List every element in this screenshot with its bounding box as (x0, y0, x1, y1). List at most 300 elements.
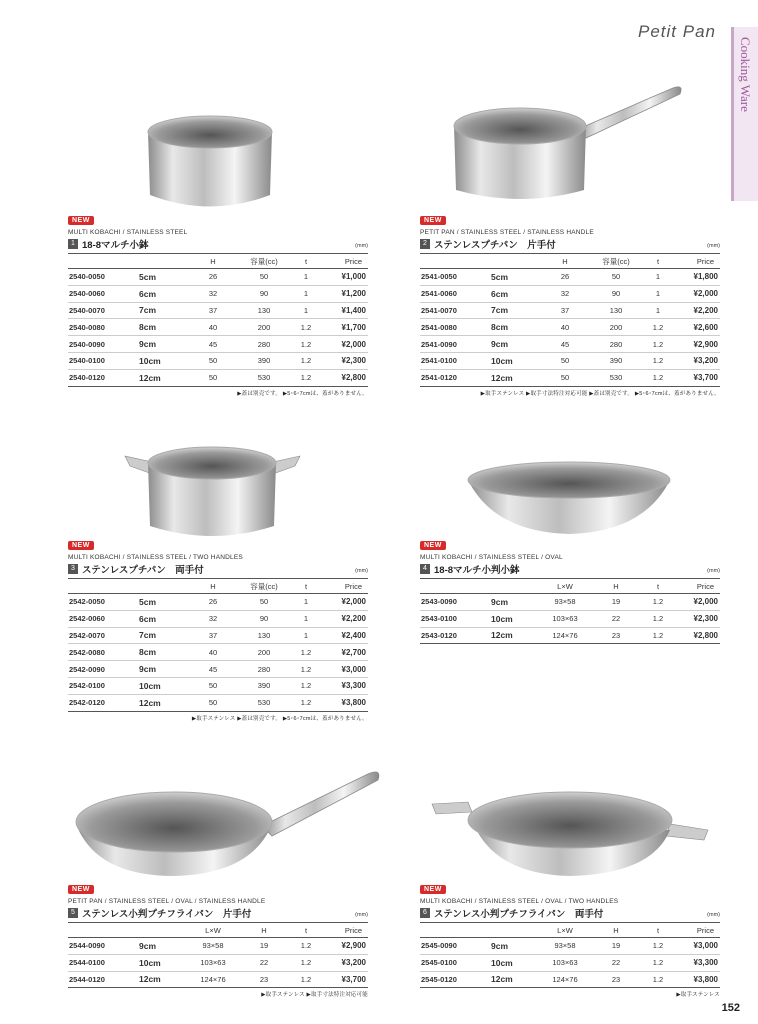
thickness-cell: 1 (292, 627, 320, 644)
dim-cell: 45 (542, 336, 588, 353)
product-note: ▶取手ステンレス (676, 992, 720, 999)
price-cell: ¥3,800 (672, 971, 720, 988)
spec-cell: 130 (588, 302, 644, 319)
item-code: 2543-0100 (420, 610, 490, 627)
spec-cell: 23 (588, 627, 644, 644)
item-code: 2540-0050 (68, 269, 138, 286)
spec-cell: 530 (236, 369, 292, 386)
spec-cell: 280 (236, 336, 292, 353)
table-row (68, 971, 368, 988)
column-header: 容量(cc) (236, 254, 292, 269)
spec-table (68, 253, 368, 387)
size-cell: 6cm (138, 285, 190, 302)
spec-cell: 200 (588, 319, 644, 336)
spec-table (420, 922, 720, 988)
size-cell: 10cm (490, 610, 542, 627)
table-row (420, 594, 720, 611)
spec-cell: 390 (236, 677, 292, 694)
price-cell: ¥2,900 (320, 938, 368, 955)
item-code: 2540-0100 (68, 352, 138, 369)
dim-cell: 45 (190, 336, 236, 353)
spec-table (420, 253, 720, 387)
dim-cell: 32 (190, 285, 236, 302)
size-cell: 6cm (138, 610, 190, 627)
column-header: Price (672, 254, 720, 269)
spec-cell: 530 (588, 369, 644, 386)
product-block (420, 534, 720, 644)
price-cell: ¥2,300 (320, 352, 368, 369)
price-cell: ¥2,700 (320, 644, 368, 661)
spec-cell: 280 (588, 336, 644, 353)
spec-cell: 130 (236, 302, 292, 319)
table-row (68, 627, 368, 644)
column-header: 容量(cc) (588, 254, 644, 269)
product-block (420, 878, 720, 998)
product-subtitle: MULTI KOBACHI / STAINLESS STEEL (68, 229, 188, 236)
table-header-row (420, 579, 720, 594)
thickness-cell: 1.2 (644, 319, 672, 336)
column-header (420, 579, 490, 594)
thickness-cell: 1.2 (292, 954, 320, 971)
product-number: 5 (68, 908, 78, 918)
dim-cell: 37 (542, 302, 588, 319)
new-badge: NEW (68, 216, 94, 225)
dim-cell: 50 (542, 369, 588, 386)
spec-cell: 390 (588, 352, 644, 369)
price-cell: ¥2,000 (672, 594, 720, 611)
table-row (420, 285, 720, 302)
item-code: 2545-0100 (420, 954, 490, 971)
thickness-cell: 1.2 (644, 954, 672, 971)
spec-cell: 130 (236, 627, 292, 644)
spec-cell: 22 (236, 954, 292, 971)
product-number: 2 (420, 239, 430, 249)
item-code: 2542-0050 (68, 594, 138, 611)
table-row (68, 694, 368, 711)
column-header: Price (320, 579, 368, 594)
product-block (68, 534, 368, 722)
thickness-cell: 1.2 (644, 336, 672, 353)
page-title: Petit Pan (638, 22, 716, 41)
thickness-cell: 1.2 (292, 938, 320, 955)
product-block (68, 209, 368, 397)
size-cell: 12cm (490, 627, 542, 644)
product-number: 1 (68, 239, 78, 249)
dim-cell: 93×58 (542, 594, 588, 611)
table-row (68, 336, 368, 353)
item-code: 2542-0080 (68, 644, 138, 661)
thickness-cell: 1.2 (292, 352, 320, 369)
thickness-cell: 1.2 (644, 610, 672, 627)
dim-cell: 26 (190, 594, 236, 611)
item-code: 2545-0090 (420, 938, 490, 955)
table-row (68, 661, 368, 678)
item-code: 2541-0100 (420, 352, 490, 369)
table-row (68, 269, 368, 286)
column-header: 容量(cc) (236, 579, 292, 594)
price-cell: ¥3,300 (672, 954, 720, 971)
table-header-row (68, 923, 368, 938)
item-code: 2541-0070 (420, 302, 490, 319)
size-cell: 12cm (138, 369, 190, 386)
dim-cell: 50 (190, 352, 236, 369)
product-subtitle: MULTI KOBACHI / STAINLESS STEEL / TWO HANDLES (68, 554, 243, 561)
dim-cell: 50 (190, 694, 236, 711)
table-row (420, 369, 720, 386)
dim-cell: 26 (542, 269, 588, 286)
item-code: 2544-0090 (68, 938, 138, 955)
table-row (68, 644, 368, 661)
thickness-cell: 1.2 (292, 644, 320, 661)
thickness-cell: 1.2 (292, 677, 320, 694)
table-header-row (68, 254, 368, 269)
category-side-tab[interactable] (731, 27, 758, 201)
price-cell: ¥2,000 (320, 594, 368, 611)
price-cell: ¥3,800 (320, 694, 368, 711)
oval-pan-image-5 (72, 768, 387, 880)
thickness-cell: 1.2 (644, 938, 672, 955)
spec-table (68, 922, 368, 988)
spec-cell: 200 (236, 319, 292, 336)
size-cell: 6cm (490, 285, 542, 302)
price-cell: ¥2,600 (672, 319, 720, 336)
price-cell: ¥2,200 (672, 302, 720, 319)
size-cell: 7cm (138, 302, 190, 319)
price-cell: ¥3,700 (320, 971, 368, 988)
column-header (68, 579, 138, 594)
column-header (68, 254, 138, 269)
spec-cell: 19 (236, 938, 292, 955)
product-subtitle: PETIT PAN / STAINLESS STEEL / STAINLESS HANDLE (420, 229, 594, 236)
item-code: 2541-0080 (420, 319, 490, 336)
spec-cell: 90 (588, 285, 644, 302)
size-cell: 8cm (490, 319, 542, 336)
thickness-cell: 1.2 (292, 661, 320, 678)
dim-cell: 50 (190, 369, 236, 386)
thickness-cell: 1.2 (644, 369, 672, 386)
column-header (490, 923, 542, 938)
column-header (68, 923, 138, 938)
thickness-cell: 1 (644, 285, 672, 302)
product-note: ▶蓋は別売です。 ▶5･6･7cmは、蓋がありません。 (237, 390, 368, 397)
product-number: 3 (68, 564, 78, 574)
table-row (420, 627, 720, 644)
table-row (68, 285, 368, 302)
column-header (138, 579, 190, 594)
product-subtitle: MULTI KOBACHI / STAINLESS STEEL / OVAL / TWO HANDLES (420, 898, 619, 905)
item-code: 2540-0080 (68, 319, 138, 336)
item-code: 2542-0070 (68, 627, 138, 644)
spec-cell: 22 (588, 954, 644, 971)
product-title: ステンレス小判プチフライパン 片手付 (82, 909, 252, 920)
column-header: L×W (190, 923, 236, 938)
size-cell: 10cm (490, 954, 542, 971)
dim-cell: 93×58 (542, 938, 588, 955)
size-cell: 12cm (138, 971, 190, 988)
column-header (138, 923, 190, 938)
thickness-cell: 1.2 (644, 971, 672, 988)
size-cell: 9cm (138, 938, 190, 955)
spec-cell: 19 (588, 938, 644, 955)
product-number: 4 (420, 564, 430, 574)
spec-cell: 50 (588, 269, 644, 286)
column-header: Price (320, 254, 368, 269)
new-badge: NEW (68, 885, 94, 894)
thickness-cell: 1.2 (644, 627, 672, 644)
price-cell: ¥2,800 (320, 369, 368, 386)
item-code: 2541-0090 (420, 336, 490, 353)
dim-cell: 40 (542, 319, 588, 336)
table-row (420, 610, 720, 627)
column-header: t (644, 923, 672, 938)
column-header: H (190, 579, 236, 594)
size-cell: 9cm (490, 594, 542, 611)
price-cell: ¥1,000 (320, 269, 368, 286)
spec-cell: 90 (236, 285, 292, 302)
column-header: L×W (542, 579, 588, 594)
unit-label: (mm) (707, 243, 720, 249)
size-cell: 9cm (490, 336, 542, 353)
dim-cell: 103×63 (542, 954, 588, 971)
price-cell: ¥1,700 (320, 319, 368, 336)
price-cell: ¥2,400 (320, 627, 368, 644)
price-cell: ¥2,900 (672, 336, 720, 353)
column-header: H (542, 254, 588, 269)
size-cell: 9cm (138, 661, 190, 678)
unit-label: (mm) (355, 912, 368, 918)
product-note: ▶取手ステンレス ▶蓋は別売です。 ▶5･6･7cmは、蓋がありません。 (191, 715, 368, 722)
table-row (420, 352, 720, 369)
price-cell: ¥3,000 (672, 938, 720, 955)
dim-cell: 103×63 (542, 610, 588, 627)
thickness-cell: 1.2 (292, 336, 320, 353)
table-row (420, 954, 720, 971)
pot-image-1 (140, 110, 280, 220)
price-cell: ¥2,800 (672, 627, 720, 644)
size-cell: 5cm (490, 269, 542, 286)
price-cell: ¥3,300 (320, 677, 368, 694)
size-cell: 7cm (490, 302, 542, 319)
dim-cell: 45 (190, 661, 236, 678)
dim-cell: 124×76 (190, 971, 236, 988)
product-number: 6 (420, 908, 430, 918)
thickness-cell: 1.2 (292, 971, 320, 988)
product-subtitle: PETIT PAN / STAINLESS STEEL / OVAL / STAINLESS HANDLE (68, 898, 266, 905)
thickness-cell: 1.2 (292, 369, 320, 386)
column-header: t (644, 579, 672, 594)
unit-label: (mm) (355, 568, 368, 574)
column-header: t (292, 254, 320, 269)
size-cell: 9cm (490, 938, 542, 955)
item-code: 2540-0120 (68, 369, 138, 386)
product-note: ▶取手ステンレス ▶取手寸法特注対応可能 ▶蓋は別売です。 ▶5･6･7cmは、蓋がありません。 (480, 390, 720, 397)
item-code: 2542-0060 (68, 610, 138, 627)
product-title: ステンレス小判プチフライパン 両手付 (434, 909, 604, 920)
table-row (68, 610, 368, 627)
size-cell: 12cm (490, 369, 542, 386)
size-cell: 9cm (138, 336, 190, 353)
thickness-cell: 1 (292, 302, 320, 319)
price-cell: ¥1,400 (320, 302, 368, 319)
column-header: H (190, 254, 236, 269)
thickness-cell: 1.2 (292, 694, 320, 711)
spec-table (420, 578, 720, 644)
item-code: 2543-0120 (420, 627, 490, 644)
product-title: ステンレスプチパン 片手付 (434, 240, 556, 251)
item-code: 2543-0090 (420, 594, 490, 611)
size-cell: 10cm (138, 954, 190, 971)
product-block (420, 209, 720, 397)
spec-cell: 23 (236, 971, 292, 988)
price-cell: ¥3,700 (672, 369, 720, 386)
item-code: 2540-0070 (68, 302, 138, 319)
column-header: Price (672, 579, 720, 594)
spec-cell: 280 (236, 661, 292, 678)
table-row (68, 319, 368, 336)
item-code: 2540-0060 (68, 285, 138, 302)
dim-cell: 40 (190, 319, 236, 336)
size-cell: 5cm (138, 594, 190, 611)
column-header (490, 254, 542, 269)
price-cell: ¥3,200 (672, 352, 720, 369)
product-title: 18-8マルチ小判小鉢 (434, 565, 520, 576)
column-header: H (588, 923, 644, 938)
table-row (68, 938, 368, 955)
column-header: t (292, 923, 320, 938)
column-header (138, 254, 190, 269)
new-badge: NEW (420, 541, 446, 550)
item-code: 2542-0120 (68, 694, 138, 711)
price-cell: ¥1,200 (320, 285, 368, 302)
spec-cell: 19 (588, 594, 644, 611)
new-badge: NEW (68, 541, 94, 550)
table-header-row (420, 254, 720, 269)
table-row (68, 302, 368, 319)
item-code: 2541-0050 (420, 269, 490, 286)
new-badge: NEW (420, 216, 446, 225)
size-cell: 12cm (490, 971, 542, 988)
thickness-cell: 1.2 (292, 319, 320, 336)
new-badge: NEW (420, 885, 446, 894)
size-cell: 10cm (138, 352, 190, 369)
column-header: H (236, 923, 292, 938)
dim-cell: 37 (190, 627, 236, 644)
dim-cell: 50 (542, 352, 588, 369)
spec-cell: 22 (588, 610, 644, 627)
product-title: 18-8マルチ小鉢 (82, 240, 149, 251)
item-code: 2541-0120 (420, 369, 490, 386)
table-row (420, 319, 720, 336)
item-code: 2542-0090 (68, 661, 138, 678)
item-code: 2542-0100 (68, 677, 138, 694)
price-cell: ¥3,200 (320, 954, 368, 971)
item-code: 2541-0060 (420, 285, 490, 302)
dim-cell: 124×76 (542, 971, 588, 988)
column-header: Price (320, 923, 368, 938)
column-header: t (644, 254, 672, 269)
product-title: ステンレスプチパン 両手付 (82, 565, 204, 576)
table-header-row (420, 923, 720, 938)
column-header: H (588, 579, 644, 594)
unit-label: (mm) (355, 243, 368, 249)
size-cell: 10cm (490, 352, 542, 369)
thickness-cell: 1.2 (644, 352, 672, 369)
table-row (420, 336, 720, 353)
column-header: L×W (542, 923, 588, 938)
price-cell: ¥3,000 (320, 661, 368, 678)
column-header (420, 923, 490, 938)
spec-cell: 390 (236, 352, 292, 369)
table-row (68, 352, 368, 369)
product-note: ▶取手ステンレス ▶取手寸法特注対応可能 (261, 992, 368, 999)
table-row (420, 971, 720, 988)
price-cell: ¥2,300 (672, 610, 720, 627)
product-block (68, 878, 368, 998)
pan-image-2 (448, 78, 688, 208)
dim-cell: 40 (190, 644, 236, 661)
table-row (420, 938, 720, 955)
size-cell: 7cm (138, 627, 190, 644)
column-header (490, 579, 542, 594)
spec-cell: 50 (236, 269, 292, 286)
thickness-cell: 1 (292, 610, 320, 627)
item-code: 2545-0120 (420, 971, 490, 988)
dim-cell: 37 (190, 302, 236, 319)
thickness-cell: 1 (292, 594, 320, 611)
spec-cell: 200 (236, 644, 292, 661)
oval-pan-image-6 (430, 786, 710, 881)
product-subtitle: MULTI KOBACHI / STAINLESS STEEL / OVAL (420, 554, 563, 561)
size-cell: 8cm (138, 319, 190, 336)
item-code: 2544-0100 (68, 954, 138, 971)
dim-cell: 26 (190, 269, 236, 286)
price-cell: ¥1,800 (672, 269, 720, 286)
size-cell: 12cm (138, 694, 190, 711)
dim-cell: 103×63 (190, 954, 236, 971)
pot-image-3 (120, 438, 305, 548)
size-cell: 8cm (138, 644, 190, 661)
item-code: 2540-0090 (68, 336, 138, 353)
unit-label: (mm) (707, 568, 720, 574)
oval-bowl-image-4 (464, 458, 674, 538)
table-row (420, 269, 720, 286)
spec-cell: 50 (236, 594, 292, 611)
column-header (420, 254, 490, 269)
item-code: 2544-0120 (68, 971, 138, 988)
table-row (68, 677, 368, 694)
dim-cell: 124×76 (542, 627, 588, 644)
price-cell: ¥2,000 (672, 285, 720, 302)
dim-cell: 32 (190, 610, 236, 627)
spec-cell: 90 (236, 610, 292, 627)
price-cell: ¥2,200 (320, 610, 368, 627)
column-header: t (292, 579, 320, 594)
side-tab-label: Cooking Ware (738, 37, 753, 112)
dim-cell: 93×58 (190, 938, 236, 955)
table-row (420, 302, 720, 319)
table-header-row (68, 579, 368, 594)
table-row (68, 594, 368, 611)
table-row (68, 954, 368, 971)
dim-cell: 50 (190, 677, 236, 694)
thickness-cell: 1 (292, 269, 320, 286)
spec-cell: 530 (236, 694, 292, 711)
spec-cell: 23 (588, 971, 644, 988)
thickness-cell: 1 (644, 269, 672, 286)
price-cell: ¥2,000 (320, 336, 368, 353)
spec-table (68, 578, 368, 712)
unit-label: (mm) (707, 912, 720, 918)
